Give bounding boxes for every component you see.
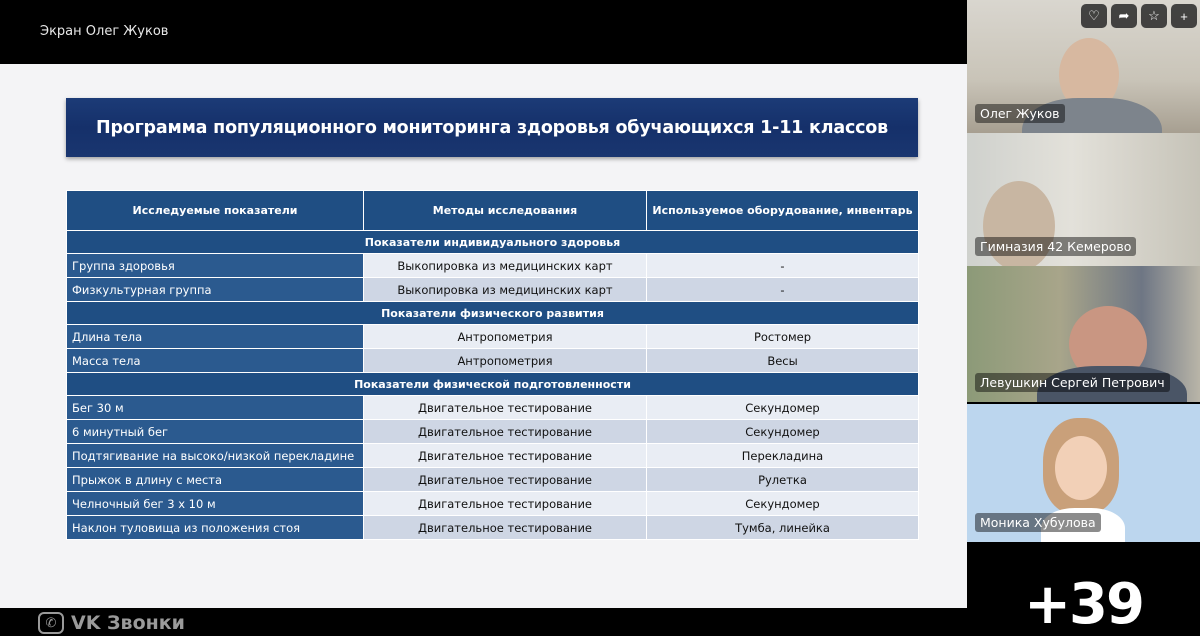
section-title: Показатели физической подготовленности [67, 373, 919, 396]
table-row [67, 516, 919, 540]
table-header: Методы исследования [364, 191, 647, 231]
table-row [67, 349, 919, 373]
shared-slide [0, 64, 967, 608]
table-row [67, 278, 919, 302]
table-cell: Выкопировка из медицинских карт [364, 254, 647, 278]
table-cell: Подтягивание на высоко/низкой перекладине [67, 444, 364, 468]
vk-calls-brand [38, 612, 185, 634]
table-cell: - [647, 278, 919, 302]
participant-name: Олег Жуков [975, 104, 1065, 123]
table-row [67, 396, 919, 420]
participant-tile[interactable] [967, 133, 1200, 266]
table-cell: Выкопировка из медицинских карт [364, 278, 647, 302]
table-cell: Рулетка [647, 468, 919, 492]
slide-title-banner [66, 98, 918, 157]
table-cell: Физкультурная группа [67, 278, 364, 302]
heart-icon[interactable]: ♡ [1081, 4, 1107, 28]
table-cell: Длина тела [67, 325, 364, 349]
table-cell: Весы [647, 349, 919, 373]
table-cell: Секундомер [647, 396, 919, 420]
table-header: Исследуемые показатели [67, 191, 364, 231]
table-cell: Двигательное тестирование [364, 444, 647, 468]
slide-title: Программа популяционного мониторинга здоровья обучающихся 1-11 классов [96, 117, 888, 138]
table-cell: Тумба, линейка [647, 516, 919, 540]
table-cell: Двигательное тестирование [364, 516, 647, 540]
more-participants-count: +39 [1024, 572, 1143, 636]
table-cell: Антропометрия [364, 349, 647, 373]
table-cell: Перекладина [647, 444, 919, 468]
avatar-face [1055, 436, 1107, 500]
table-cell: Наклон туловища из положения стоя [67, 516, 364, 540]
participant-tile[interactable] [967, 266, 1200, 402]
table-cell: Двигательное тестирование [364, 492, 647, 516]
table-cell: Ростомер [647, 325, 919, 349]
table-cell: Двигательное тестирование [364, 396, 647, 420]
table-cell: Двигательное тестирование [364, 468, 647, 492]
monitoring-table [66, 190, 919, 540]
table-row [67, 444, 919, 468]
brand-label: VK Звонки [71, 612, 185, 634]
table-section-row [67, 302, 919, 325]
table-cell: - [647, 254, 919, 278]
table-row [67, 420, 919, 444]
table-row [67, 468, 919, 492]
table-cell: Секундомер [647, 420, 919, 444]
share-icon[interactable]: ➦ [1111, 4, 1137, 28]
table-section-row [67, 231, 919, 254]
participant-tile[interactable] [967, 404, 1200, 542]
table-cell: Бег 30 м [67, 396, 364, 420]
table-row [67, 254, 919, 278]
vk-calls-icon: ✆ [38, 612, 64, 634]
table-cell: Двигательное тестирование [364, 420, 647, 444]
table-cell: Антропометрия [364, 325, 647, 349]
table-cell: Челночный бег 3 х 10 м [67, 492, 364, 516]
plus-icon[interactable]: + [1171, 4, 1197, 28]
star-icon[interactable]: ☆ [1141, 4, 1167, 28]
more-participants-tile[interactable] [967, 542, 1200, 636]
table-cell: Секундомер [647, 492, 919, 516]
participant-name: Гимназия 42 Кемерово [975, 237, 1136, 256]
tile-toolbar [1081, 4, 1197, 28]
table-row [67, 492, 919, 516]
table-row [67, 325, 919, 349]
participant-name: Левушкин Сергей Петрович [975, 373, 1170, 392]
table-cell: Масса тела [67, 349, 364, 373]
table-cell: Группа здоровья [67, 254, 364, 278]
section-title: Показатели физического развития [67, 302, 919, 325]
participant-name: Моника Хубулова [975, 513, 1101, 532]
table-cell: Прыжок в длину с места [67, 468, 364, 492]
table-header: Используемое оборудование, инвентарь [647, 191, 919, 231]
screen-share-title: Экран Олег Жуков [40, 24, 169, 39]
table-section-row [67, 373, 919, 396]
section-title: Показатели индивидуального здоровья [67, 231, 919, 254]
table-cell: 6 минутный бег [67, 420, 364, 444]
